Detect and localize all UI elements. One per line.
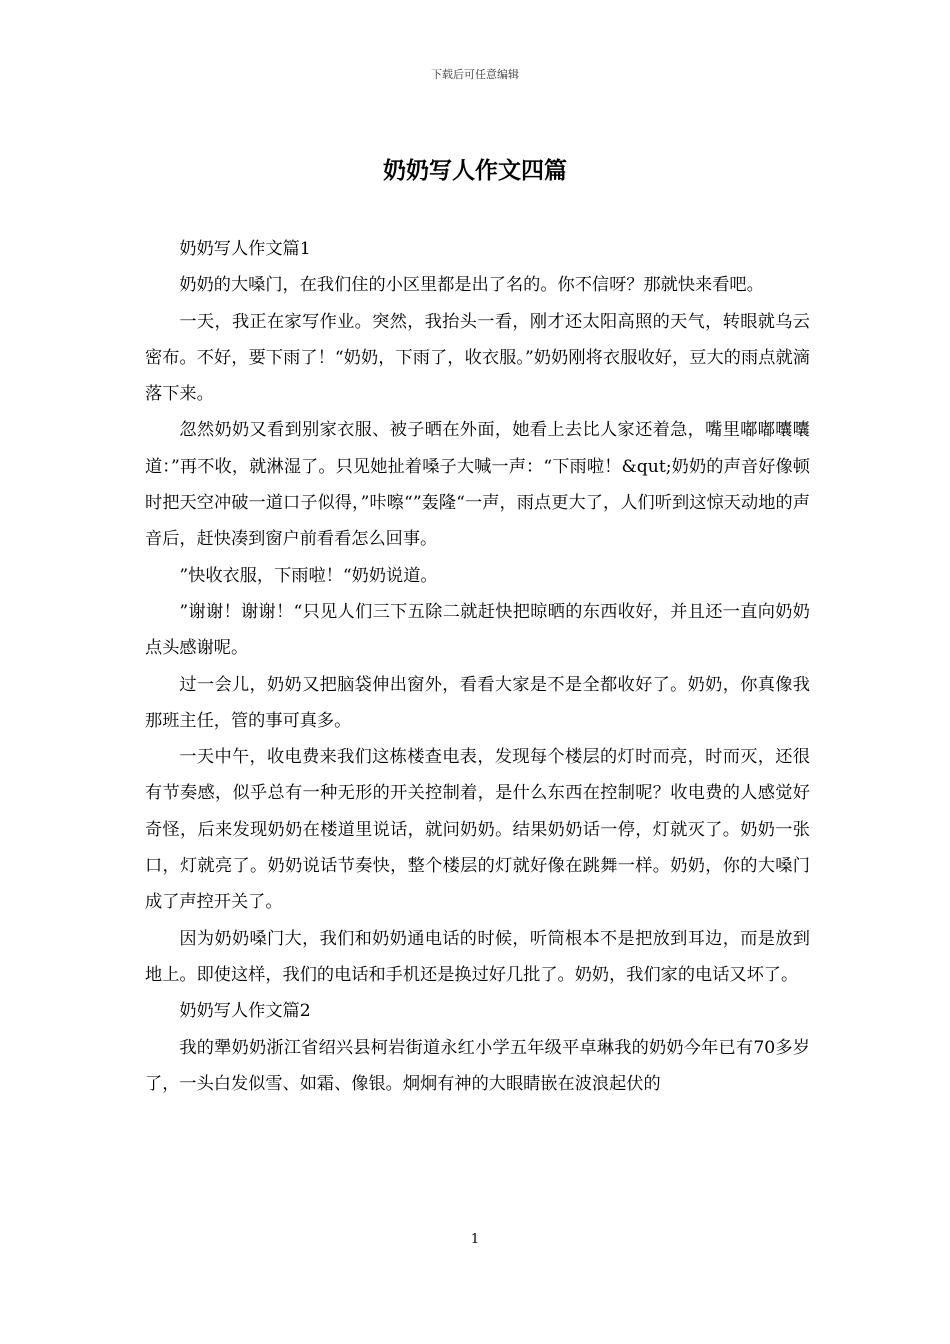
body-paragraph: 奶奶的大嗓门，在我们住的小区里都是出了名的。你不信呀？那就快来看吧。 — [179, 275, 764, 296]
page-header-note: 下载后可任意编辑 — [431, 68, 519, 81]
body-paragraph: 因为奶奶嗓门大，我们和奶奶通电话的时候，听筒根本不是把放到耳边，而是放到地上。即使这样，我们的电话和手机还是换过好几批了。奶奶，我们家的电话又坏了。 — [145, 928, 810, 985]
document-title: 奶奶写人作文四篇 — [383, 157, 567, 184]
body-paragraph: 过一会儿，奶奶又把脑袋伸出窗外，看看大家是不是全都收好了。奶奶，你真像我那班主任，管的事可真多。 — [145, 674, 810, 731]
body-paragraph: 一天，我正在家写作业。突然，我抬头一看，刚才还太阳高照的天气，转眼就乌云密布。不好，要下雨了！“奶奶，下雨了，收衣服。”奶奶刚将衣服收好，豆大的雨点就滴落下来。 — [145, 311, 810, 405]
page-number: 1 — [470, 1232, 480, 1247]
body-paragraph: 忽然奶奶又看到别家衣服、被子晒在外面，她看上去比人家还着急，嘴里嘟嘟囔囔道：”再不收，就淋湿了。只见她扯着嗓子大喊一声：“下雨啦！&qut;奶奶的声音好像顿时把天空冲破一道口子似得，”咔嚓“”轰隆“一声，雨点更大了，人们听到这惊天动地的声音后，赶快凑到窗户前看看怎么回事。 — [145, 420, 810, 550]
body-paragraph: 我的犟奶奶浙江省绍兴县柯岩街道永红小学五年级平卓琳我的奶奶今年已有70多岁了，一头白发似雪、如霜、像银。炯炯有神的大眼睛嵌在波浪起伏的 — [145, 1037, 810, 1094]
essay-heading-2: 奶奶写人作文篇2 — [179, 1001, 311, 1022]
essay-heading-1: 奶奶写人作文篇1 — [179, 239, 311, 259]
body-paragraph: 一天中午，收电费来我们这栋楼查电表，发现每个楼层的灯时而亮，时而灭，还很有节奏感，似乎总有一种无形的开关控制着，是什么东西在控制呢？收电费的人感觉好奇怪，后来发现奶奶在楼道里说话，就问奶奶。结果奶奶话一停，灯就灭了。奶奶一张口，灯就亮了。奶奶说话节奏快，整个楼层的灯就好像在跳舞一样。奶奶，你的大嗓门成了声控开关了。 — [145, 747, 810, 913]
body-paragraph: ”谢谢！谢谢！“只见人们三下五除二就赶快把晾晒的东西收好，并且还一直向奶奶点头感谢呢。 — [145, 601, 810, 659]
body-paragraph: ”快收衣服，下雨啦！“奶奶说道。 — [179, 565, 438, 586]
document-body — [145, 231, 810, 1102]
